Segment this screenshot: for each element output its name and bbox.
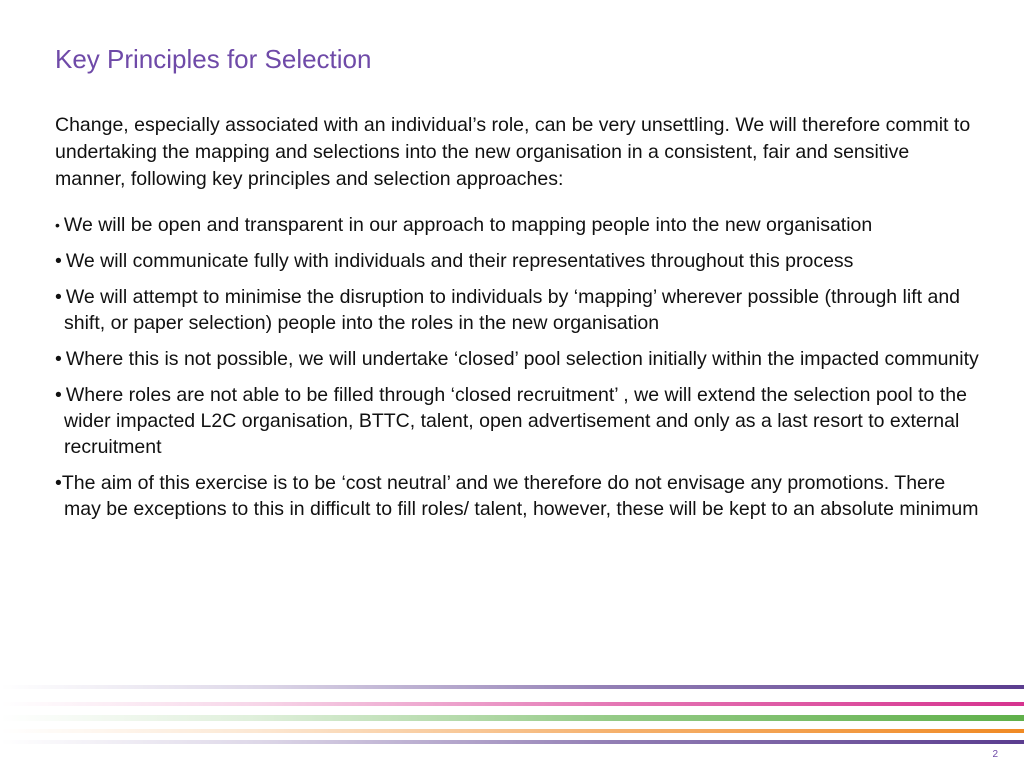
pink-band xyxy=(0,702,1024,706)
bullet-text: We will communicate fully with individuals and their representatives throughout this process xyxy=(65,250,854,272)
bullet-text: We will attempt to minimise the disruption to individuals by ‘mapping’ wherever possible (through lift and shift, or paper selection) people into the roles in the new organisation xyxy=(64,286,961,334)
green-band xyxy=(0,715,1024,721)
bullet-symbol: • xyxy=(55,348,62,370)
decorative-footer-bands xyxy=(0,672,1024,752)
bullet-list xyxy=(55,212,985,532)
bullet-text: Where this is not possible, we will undertake ‘closed’ pool selection initially within the impacted community xyxy=(65,348,979,370)
bullet-symbol: • xyxy=(55,384,62,406)
bullet-text: We will be open and transparent in our approach to mapping people into the new organisation xyxy=(63,214,873,236)
purple-band xyxy=(0,740,1024,744)
bullet-text: Where roles are not able to be filled through ‘closed recruitment’ , we will extend the selection pool to the wider impacted L2C organisation, BTTC, talent, open advertisement and only as a last resort to external recruitment xyxy=(64,384,967,458)
purple-band xyxy=(0,685,1024,689)
bullet-symbol: • xyxy=(55,286,62,308)
intro-paragraph: Change, especially associated with an individual’s role, can be very unsettling. We will therefore commit to undertaking the mapping and selections into the new organisation in a consistent, fair and sensitive manner, following key principles and selection approaches: xyxy=(55,114,971,190)
bullet-item xyxy=(55,470,985,522)
bullet-item xyxy=(55,212,985,238)
bullet-symbol: • xyxy=(55,217,60,233)
bullet-item xyxy=(55,284,985,336)
page-number: 2 xyxy=(992,749,998,760)
bullet-symbol: • xyxy=(55,250,62,272)
bullet-item xyxy=(55,248,985,274)
bullet-text: The aim of this exercise is to be ‘cost neutral’ and we therefore do not envisage any promotions. There may be exceptions to this in difficult to fill roles/ talent, however, these will be kept to an absolute minimum xyxy=(61,472,979,520)
slide-title: Key Principles for Selection xyxy=(55,44,372,74)
bullet-item xyxy=(55,382,985,460)
bullet-symbol: • xyxy=(55,472,62,494)
bullet-item xyxy=(55,346,985,372)
orange-band xyxy=(0,729,1024,733)
